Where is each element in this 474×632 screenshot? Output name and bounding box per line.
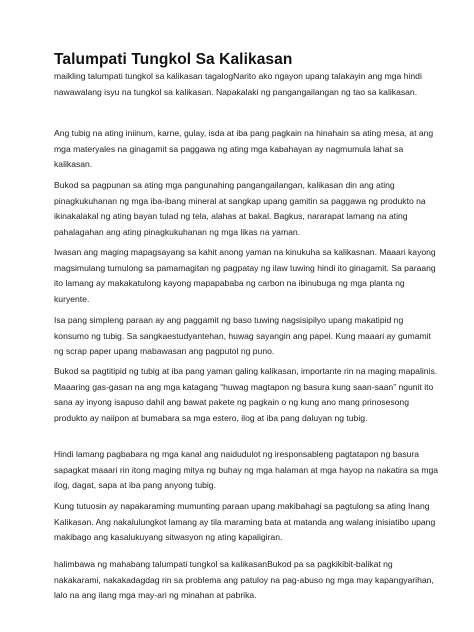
paragraph-7: Hindi lamang pagbabara ng mga kanal ang naidudulot ng iresponsableng pagtatapon ng basura sapagkat maaari rin itong maging mitya ng buhay ng mga halaman at mga hayop na nakatira sa mga ilog, dagat, sapa at iba pang anyong tubig.: [54, 449, 439, 491]
paragraph-3: Bukod sa pagpunan sa ating mga pangunahing pangangailangan, kalikasan din ang ating pinagkukuhanan ng mga iba-ibang mineral at sangkap upang gamitin sa paggawa ng produkto na ikinakalakal ng ating bayan tulad ng tela, alahas at bakal. Bagkus, nararapat lamang na ating pahalagahan ang ating pinagkukuhanan ng mga likas na yaman.: [54, 180, 426, 237]
paragraph-4: Iwasan ang maging mapagsayang sa kahit anong yaman na kinukuha sa kalikasnan. Maaari kayong magsimulang tumulong sa pamamagitan ng pagpatay ng ilaw tuwing hindi ito ginagamit. Sa paraang ito lamang ay makakatulong kayong mapapababa ng carbon na ibinubuga ng mga planta ng kuryente.: [54, 247, 436, 304]
paragraph-1: maikling talumpati tungkol sa kalikasan tagalogNarito ako ngayon upang talakayin ang mga hindi nawawalang isyu na tungkol sa kalikasan. Napakalaki ng pangangailangan ng tao sa kalikasan.: [54, 71, 422, 97]
paragraph-8: Kung tutuosin ay napakaraming mumunting paraan upang makibahagi sa pagtulong sa ating Inang Kalikasan. Ang nakalulungkot lamang ay tila maraming bata at matanda ang walang inisiatibo upang makibago ang kasalukuyang sitwasyon ng ating kapaligiran.: [54, 501, 436, 543]
paragraph-2: Ang tubig na ating iniinum, karne, gulay, isda at iba pang pagkain na hinahain sa ating mesa, at ang mga materyales na ginagamit sa paggawa ng ating mga kabahayan ay nagmumula lahat sa kalikasan.: [54, 128, 434, 170]
paragraph-5: Isa pang simpleng paraan ay ang paggamit ng baso tuwing nagsisipilyo upang makatipid ng konsumo ng tubig. Sa sangkaestudyantehan, huwag sayangin ang papel. Kung maaari ay gumamit ng scrap paper upang mabawasan ang pagputol ng puno.: [54, 315, 431, 357]
paragraph-6: Bukod sa pagtitipid ng tubig at iba pang yaman galing kalikasan, importante rin na maging mapalinis. Maaaring gas-gasan na ang mga katagang “huwag magtapon ng basura kung saan-saan” ngunit ito sana ay inyong isapuso dahil ang bawat pakete ng pagkain o ng kung ano mang prinosesong produkto ay naiipon at bumabara sa mga estero, ilog at iba pang daluyan ng tubig.: [54, 366, 438, 423]
document-title: Talumpati Tungkol Sa Kalikasan: [54, 51, 293, 68]
paragraph-9: halimbawa ng mahabang talumpati tungkol sa kalikasanBukod pa sa pagkikibit-balikat ng nakakarami, nakakadagdag rin sa problema ang patuloy na pag-abuso ng mga may kapangyarihan, lalo na ang ilang mga may-ari ng minahan at pabrika.: [54, 559, 434, 601]
